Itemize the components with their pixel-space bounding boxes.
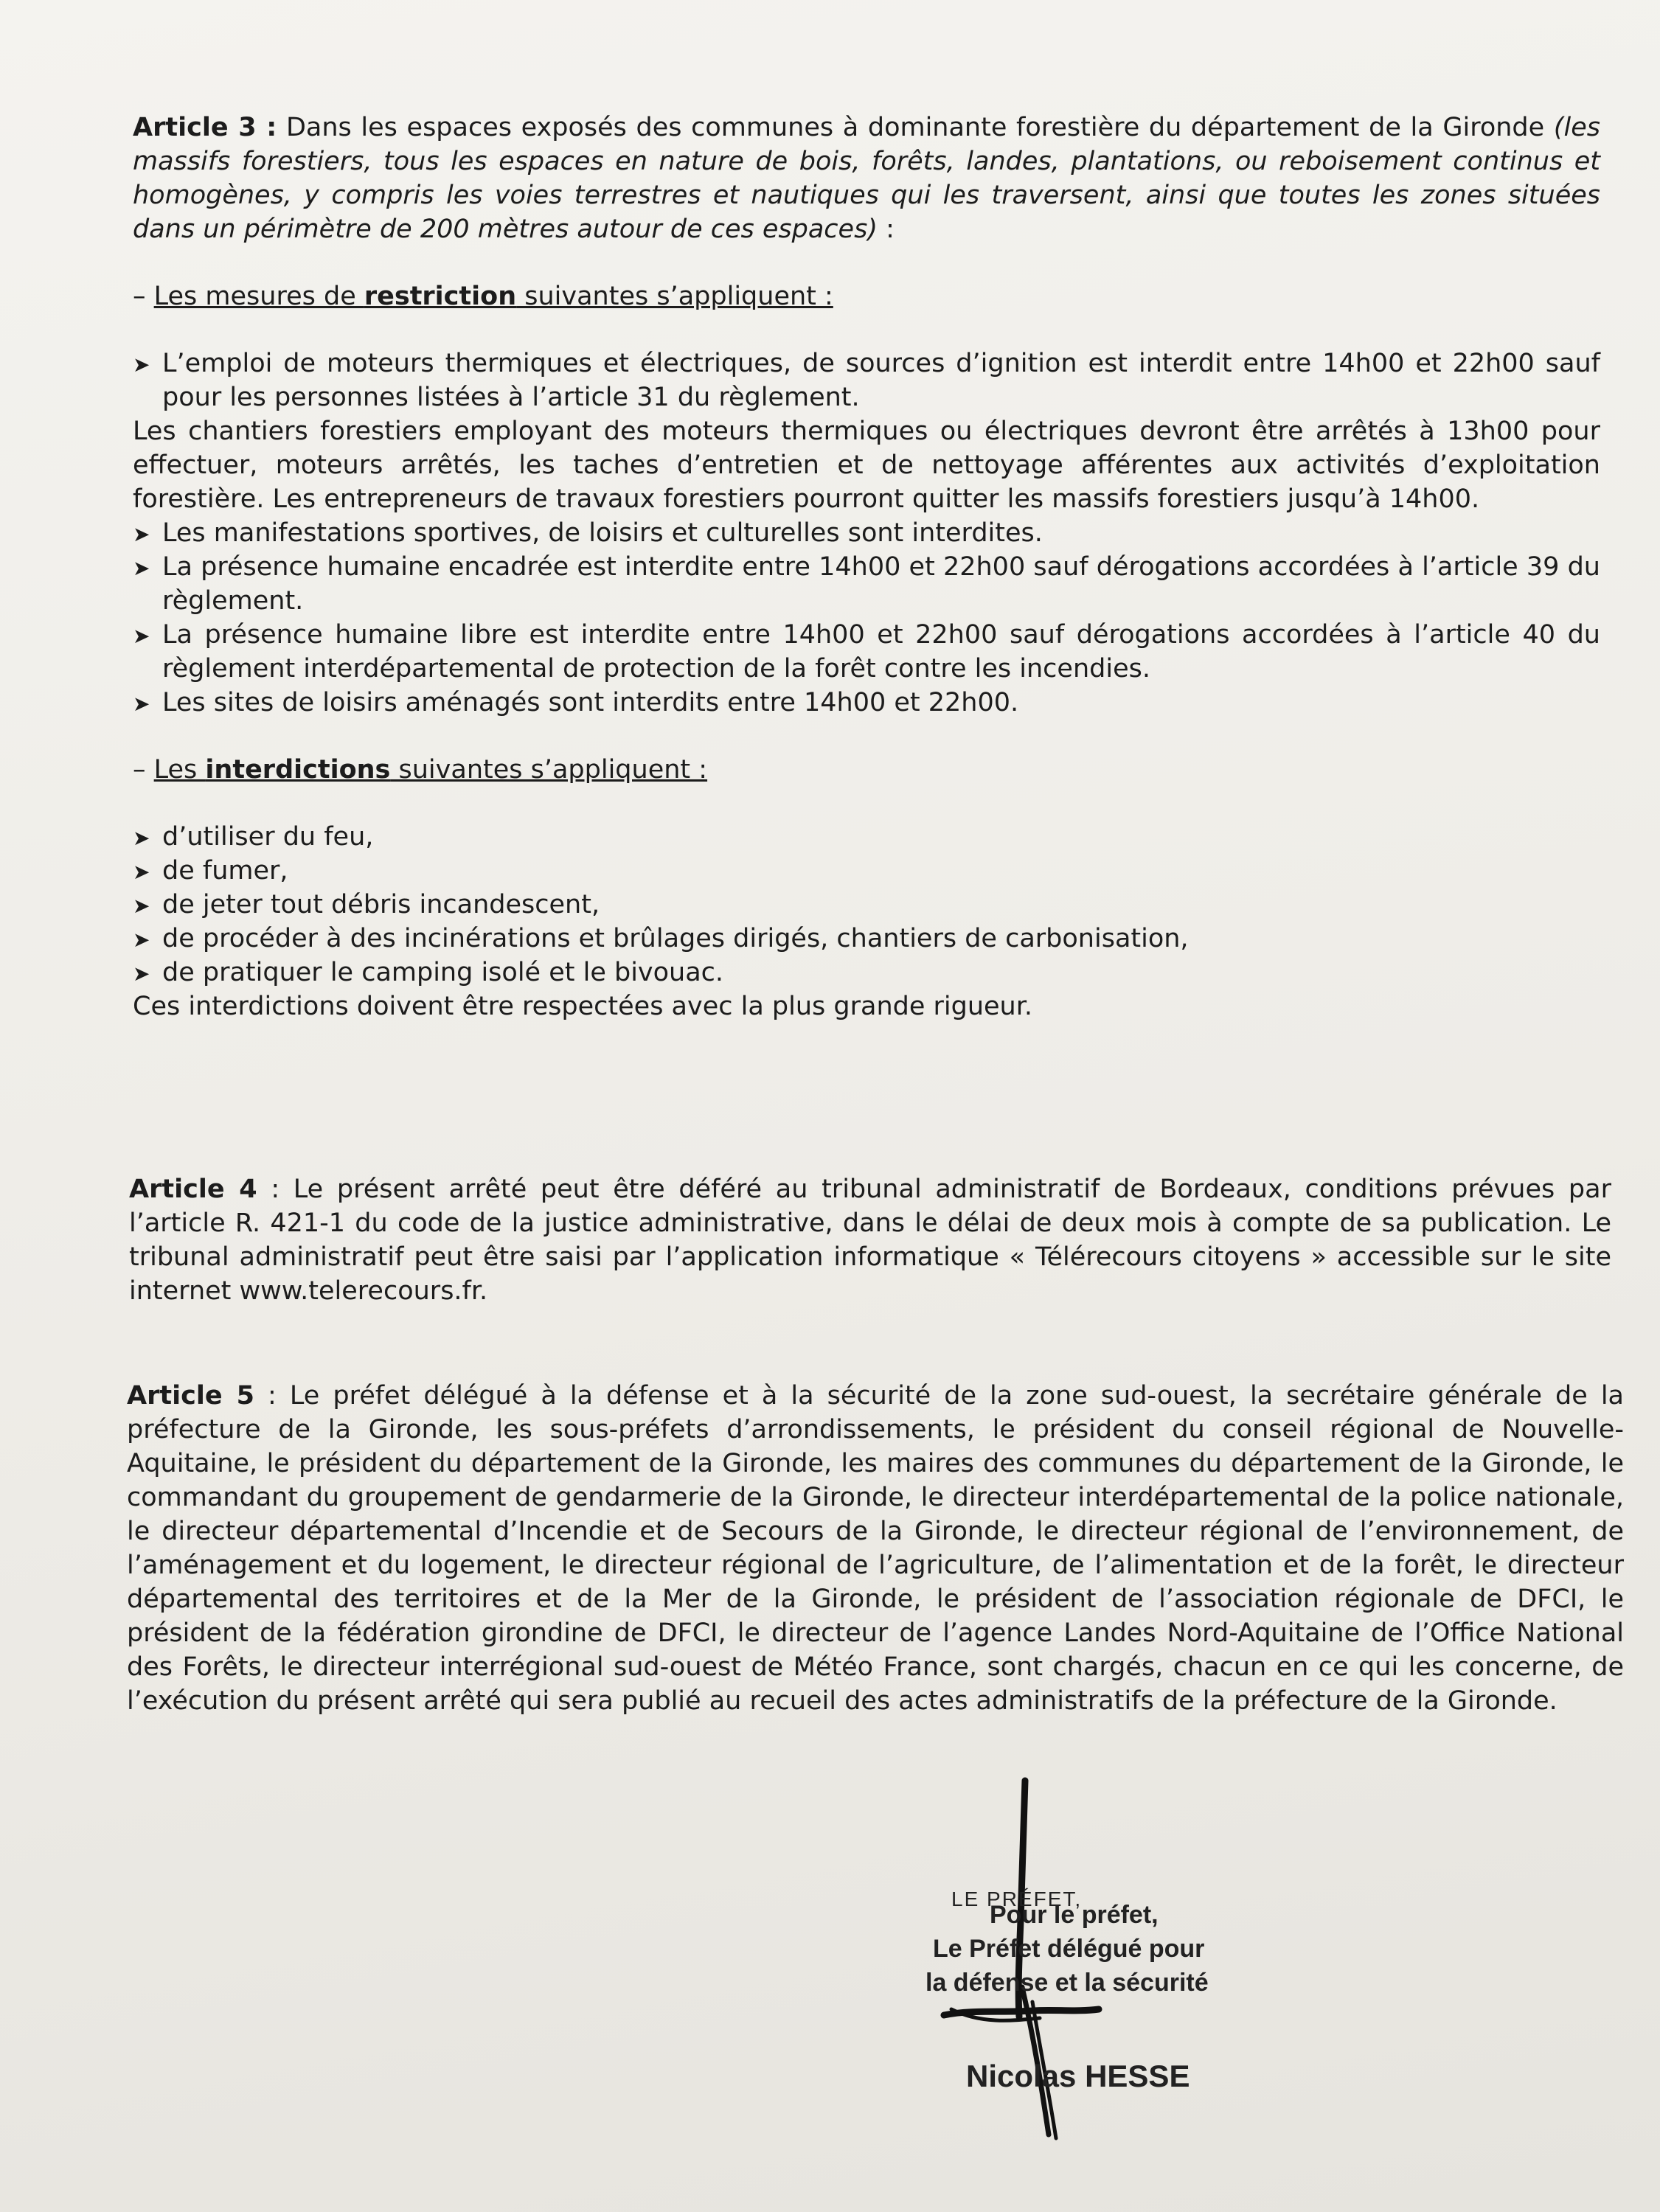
interdiction-item: ➤ de procéder à des incinérations et brûlages dirigés, chantiers de carbonisation,: [133, 924, 1189, 953]
interdiction-heading: – Les interdictions suivantes s’appliquent :: [133, 755, 708, 785]
arrowhead-bullet-icon: ➤: [133, 522, 150, 546]
restriction-item: ➤ La présence humaine encadrée est interdite entre 14h00 et 22h00 sauf dérogations accordées à l’article 39 du règlement.: [133, 552, 1600, 616]
arrowhead-bullet-icon: ➤: [133, 624, 150, 648]
article-5-text: Article 5 : Le préfet délégué à la défense et à la sécurité de la zone sud-ouest, la secrétaire générale de la préfecture de la Gironde, les sous-préfets d’arrondissements, le président du conseil régional de Nouvelle-Aquitaine, le président du département de la Gironde, les maires des communes du département de la Gironde, le commandant du groupement de gendarmerie de la Gironde, le directeur interdépartemental de la police nationale, le directeur départemental d’Incendie et de Secours de la Gironde, le directeur régional de l’environnement, de l’aménagement et du logement, le directeur régional de l’agriculture, de l’alimentation et de la forêt, le directeur départemental des territoires et de la Mer de la Gironde, le président de l’association régionale de DFCI, le président de la fédération girondine de DFCI, le directeur de l’agence Landes Nord-Aquitaine de l’Office National des Forêts, le directeur interrégional sud-ouest de Météo France, sont chargés, chacun en ce qui les concerne, de l’exécution du présent arrêté qui sera publié au recueil des actes administratifs de la préfecture de la Gironde.: [127, 1381, 1624, 1716]
interdiction-item: ➤ de fumer,: [133, 856, 288, 886]
article-5-label: Article 5: [127, 1381, 255, 1411]
restriction-item: ➤ La présence humaine libre est interdite entre 14h00 et 22h00 sauf dérogations accordées à l’article 40 du règlement interdépartemental de protection de la forêt contre les incendies.: [133, 620, 1600, 684]
signature-line-3: la défense et la sécurité: [925, 1969, 1209, 1997]
interdiction-item: ➤ d’utiliser du feu,: [133, 822, 374, 852]
article-5: [127, 1379, 1624, 1718]
arrowhead-bullet-icon: ➤: [133, 928, 150, 952]
article-4-label: Article 4: [129, 1175, 257, 1204]
article-3: [133, 111, 1600, 1023]
arrowhead-bullet-icon: ➤: [133, 860, 150, 884]
arrowhead-bullet-icon: ➤: [133, 556, 150, 580]
signature-stamp-heading: LE PRÉFET,: [951, 1888, 1083, 1910]
restriction-item: ➤ L’emploi de moteurs thermiques et électriques, de sources d’ignition est interdit entre 14h00 et 22h00 sauf pour les personnes listées à l’article 31 du règlement.: [133, 349, 1600, 412]
arrowhead-bullet-icon: ➤: [133, 826, 150, 850]
signature-block: [922, 1888, 1305, 2094]
signature-line-1: Pour le préfet,: [990, 1901, 1159, 1929]
restriction-heading: – Les mesures de restriction suivantes s’appliquent :: [133, 282, 833, 311]
arrowhead-bullet-icon: ➤: [133, 692, 150, 716]
article-4-text: Article 4 : Le présent arrêté peut être déféré au tribunal administratif de Bordeaux, conditions prévues par l’article R. 421-1 du code de la justice administrative, dans le délai de deux mois à compte de sa publication. Le tribunal administratif peut être saisi par l’application informatique « Télérecours citoyens » accessible sur le site internet www.telerecours.fr.: [129, 1175, 1611, 1306]
article-3-intro: Article 3 : Dans les espaces exposés des communes à dominante forestière du département de la Gironde (les massifs forestiers, tous les espaces en nature de bois, forêts, landes, plantations, ou reboisement continus et homogènes, y compris les voies terrestres et nautiques qui les traversent, ainsi que toutes les zones situées dans un périmètre de 200 mètres autour de ces espaces) :: [133, 113, 1600, 244]
interdiction-item: ➤ de pratiquer le camping isolé et le bivouac.: [133, 958, 724, 987]
restriction-note: Les chantiers forestiers employant des moteurs thermiques ou électriques devront être arrêtés à 13h00 pour effectuer, moteurs arrêtés, les taches d’entretien et de nettoyage afférentes aux activités d’exploitation forestière. Les entrepreneurs de travaux forestiers pourront quitter les massifs forestiers jusqu’à 14h00.: [133, 417, 1600, 514]
article-4: [129, 1172, 1611, 1308]
restriction-item: ➤ Les manifestations sportives, de loisirs et culturelles sont interdites.: [133, 518, 1043, 548]
article-3-label: Article 3 :: [133, 113, 277, 142]
interdiction-item: ➤ de jeter tout débris incandescent,: [133, 890, 600, 919]
arrowhead-bullet-icon: ➤: [133, 961, 150, 986]
interdiction-note: Ces interdictions doivent être respectées avec la plus grande rigueur.: [133, 992, 1033, 1021]
article-3-scope: (les massifs forestiers, tous les espaces en nature de bois, forêts, landes, plantations, ou reboisement continus et homogènes, y compris les voies terrestres et nautiques qui les traversent, ainsi que toutes les zones situées dans un périmètre de 200 mètres autour de ces espaces): [133, 113, 1600, 244]
arrowhead-bullet-icon: ➤: [133, 894, 150, 918]
signature-line-2: Le Préfet délégué pour: [933, 1935, 1205, 1963]
arrowhead-bullet-icon: ➤: [133, 352, 150, 377]
signatory-name: Nicolas HESSE: [966, 2059, 1190, 2093]
restriction-item: ➤ Les sites de loisirs aménagés sont interdits entre 14h00 et 22h00.: [133, 688, 1019, 717]
